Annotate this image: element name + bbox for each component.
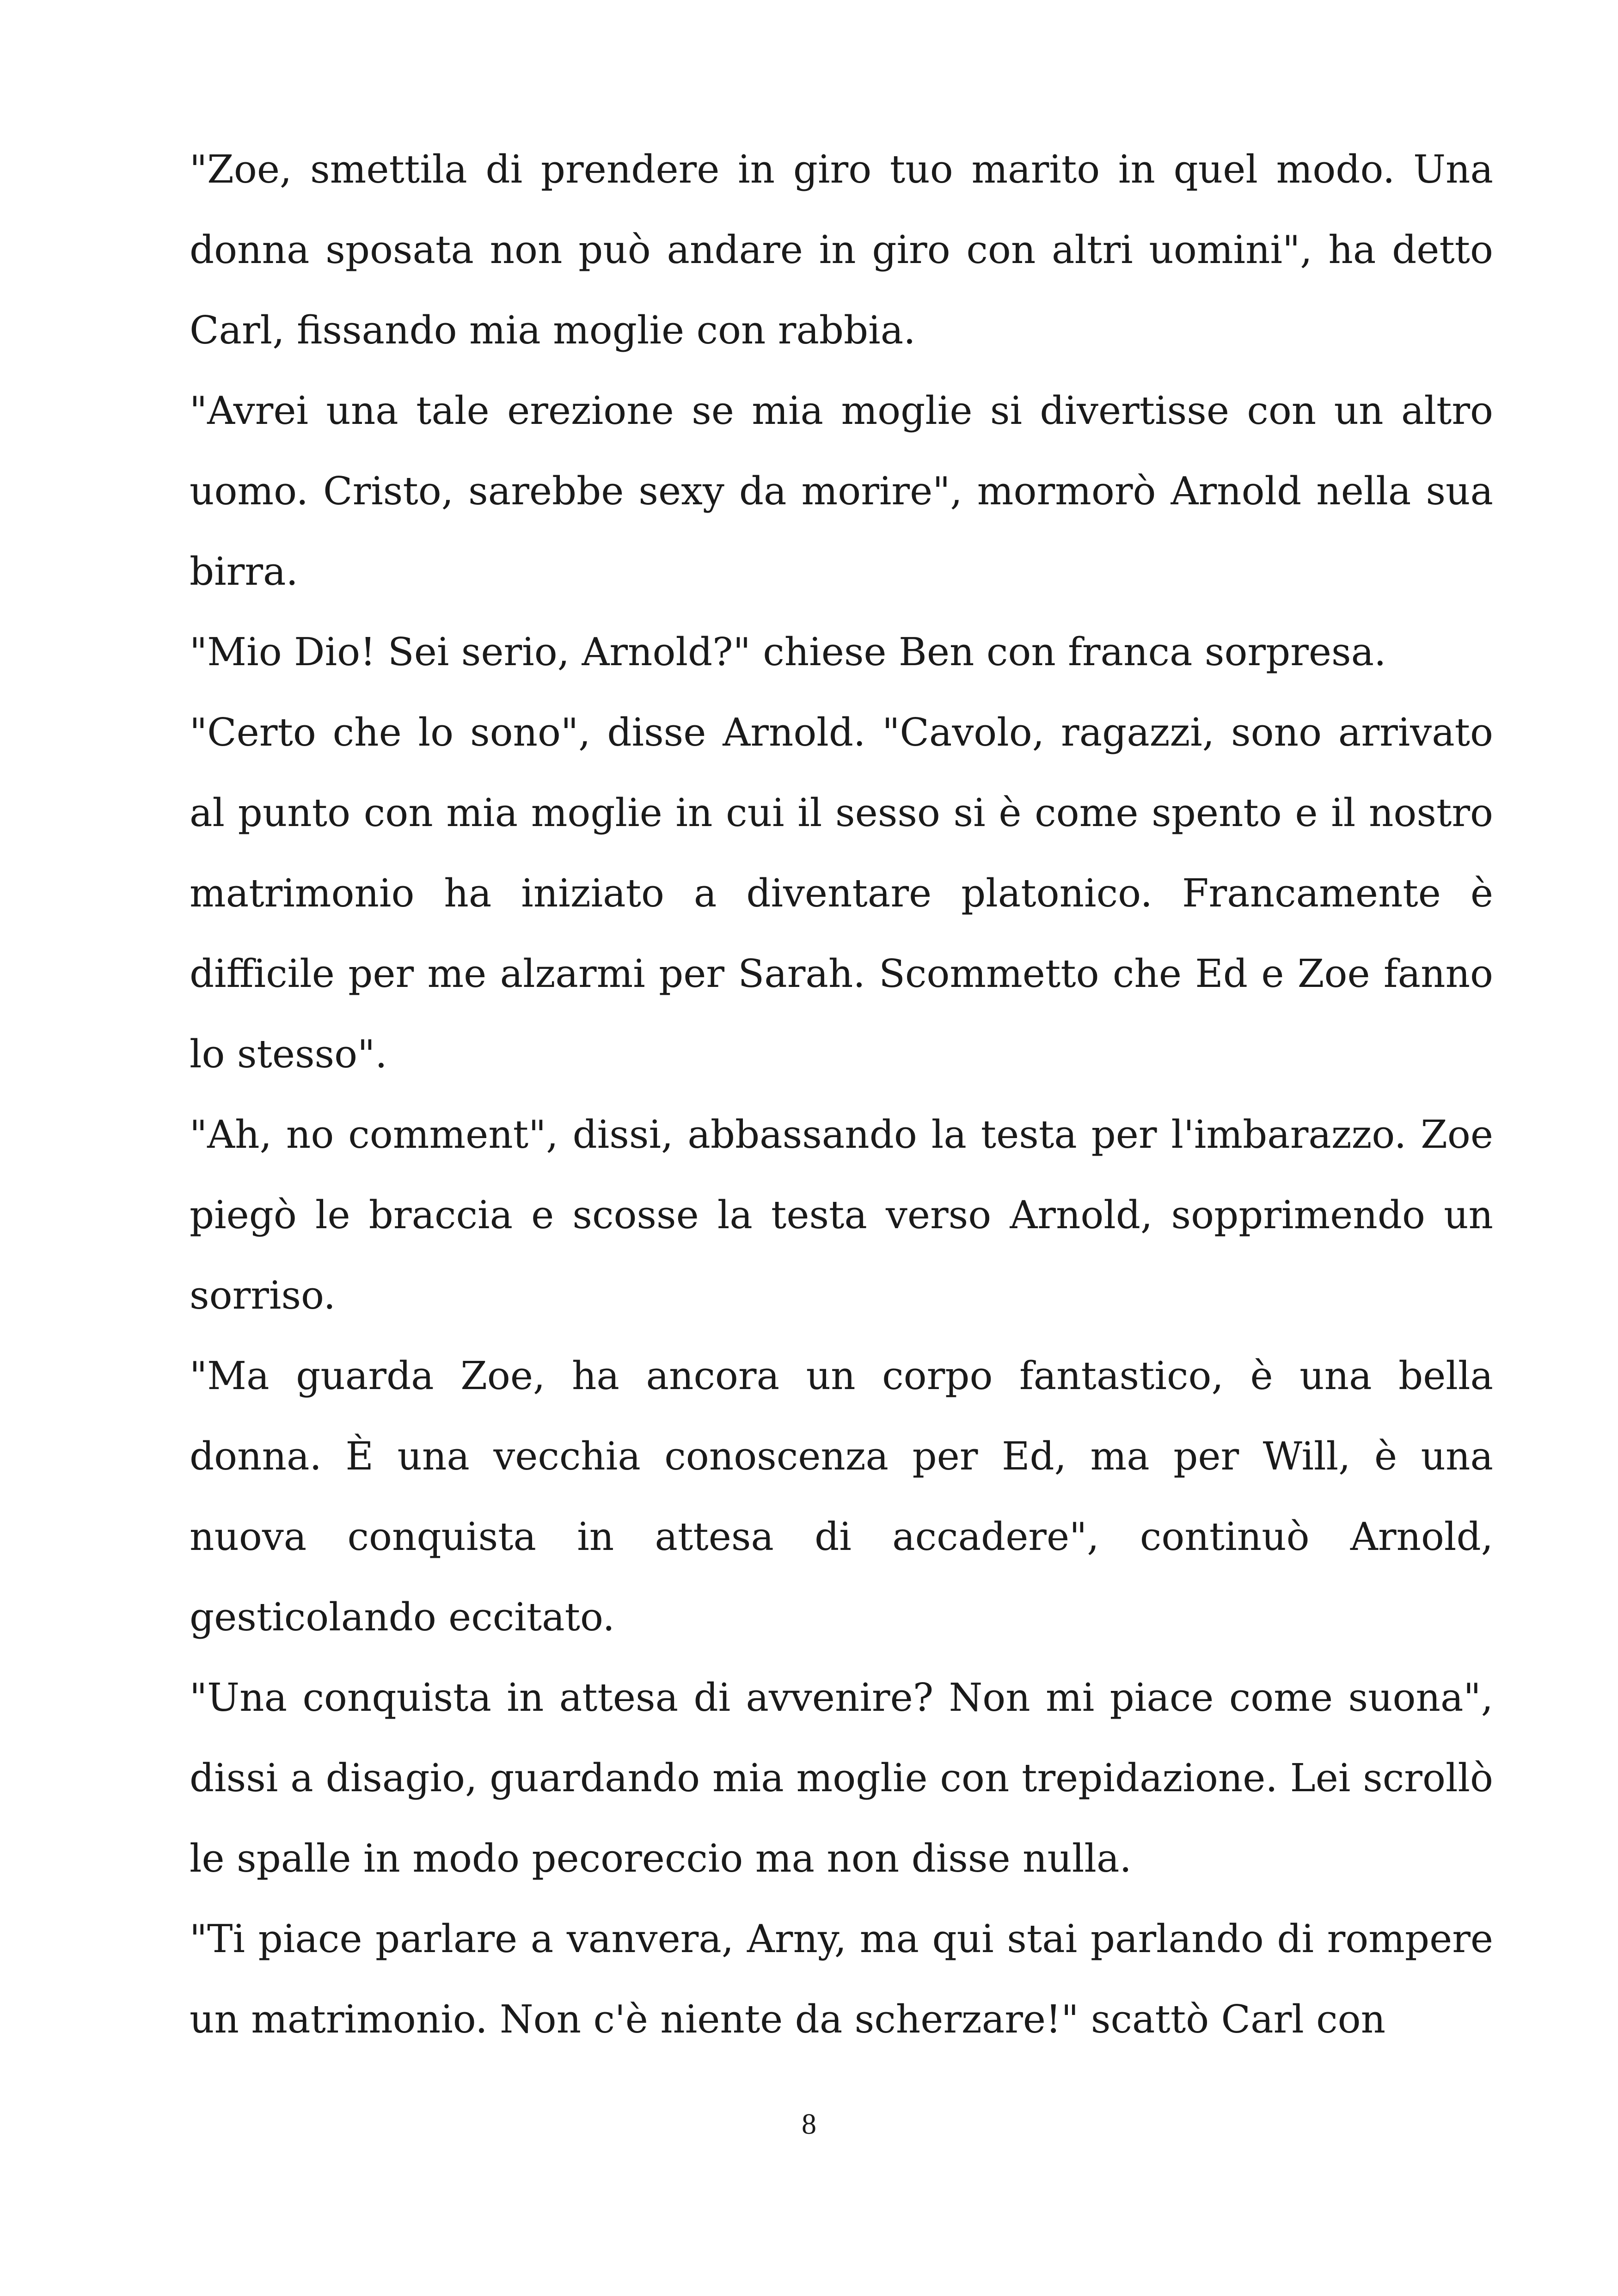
paragraph-7: "Una conquista in attesa di avvenire? Non mi piace come suona", dissi a disagio, guardando mia moglie con trepidazione. Lei scrollò le spalle in modo pecoreccio ma non disse nulla. [190, 1675, 1493, 1881]
paragraph-2: "Avrei una tale erezione se mia moglie si divertisse con un altro uomo. Cristo, sarebbe sexy da morire", mormorò Arnold nella sua birra. [190, 388, 1493, 594]
page-number: 8 [802, 2107, 816, 2140]
paragraph-8: "Ti piace parlare a vanvera, Arny, ma qui stai parlando di rompere un matrimonio. Non c'è niente da scherzare!" scattò Carl con [190, 1916, 1493, 2042]
paragraph-5: "Ah, no comment", dissi, abbassando la testa per l'imbarazzo. Zoe piegò le braccia e scosse la testa verso Arnold, sopprimendo un sorriso. [190, 1112, 1493, 1318]
body-text [190, 129, 1493, 2060]
paragraph-1: "Zoe, smettila di prendere in giro tuo marito in quel modo. Una donna sposata non può andare in giro con altri uomini", ha detto Carl, fissando mia moglie con rabbia. [190, 147, 1493, 353]
paragraph-3: "Mio Dio! Sei serio, Arnold?" chiese Ben con franca sorpresa. [190, 630, 1386, 674]
paragraph-6: "Ma guarda Zoe, ha ancora un corpo fantastico, è una bella donna. È una vecchia conoscenza per Ed, ma per Will, è una nuova conquista in attesa di accadere", continuò Arnold, gesticolando eccitato. [190, 1353, 1493, 1640]
paragraph-4: "Certo che lo sono", disse Arnold. "Cavolo, ragazzi, sono arrivato al punto con mia moglie in cui il sesso si è come spento e il nostro matrimonio ha iniziato a diventare platonico. Francamente è difficile per me alzarmi per Sarah. Scommetto che Ed e Zoe fanno lo stesso". [190, 710, 1493, 1077]
